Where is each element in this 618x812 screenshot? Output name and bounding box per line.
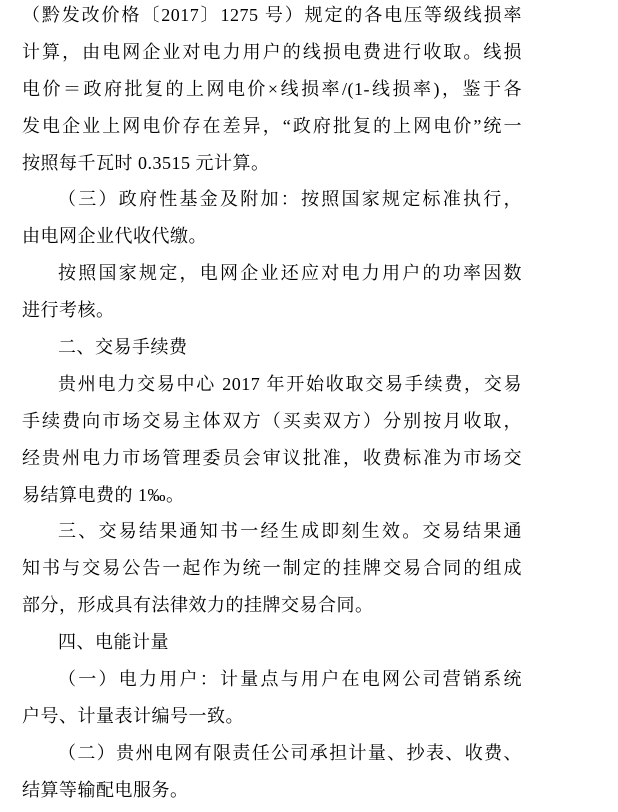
text-line: （三）政府性基金及附加：按照国家规定标准执行， — [58, 189, 522, 210]
text-line: 三、交易结果通知书一经生成即刻生效。交易结果通 — [58, 521, 522, 542]
text-line: 贵州电力交易中心 2017 年开始收取交易手续费，交易 — [58, 373, 522, 394]
text-line: 知书与交易公告一起作为统一制定的挂牌交易合同的组成 — [22, 558, 522, 579]
text-line: 进行考核。 — [22, 300, 115, 321]
text-line: 按照国家规定，电网企业还应对电力用户的功率因数 — [58, 263, 522, 284]
text-line: 经贵州电力市场管理委员会审议批准，收费标准为市场交 — [22, 447, 522, 468]
text-line: 电价＝政府批复的上网电价×线损率/(1-线损率)，鉴于各 — [22, 78, 522, 99]
text-line: 户号、计量表计编号一致。 — [22, 705, 244, 726]
text-line: 由电网企业代收代缴。 — [22, 226, 207, 247]
text-line: 部分，形成具有法律效力的挂牌交易合同。 — [22, 595, 374, 616]
text-line: （二）贵州电网有限责任公司承担计量、抄表、收费、 — [58, 742, 522, 763]
text-line: 按照每千瓦时 0.3515 元计算。 — [22, 152, 270, 173]
text-line: （一）电力用户：计量点与用户在电网公司营销系统 — [58, 669, 522, 690]
text-line: 易结算电费的 1‰。 — [22, 484, 185, 505]
text-line: （黔发改价格〔2017〕1275 号）规定的各电压等级线损率 — [22, 5, 522, 25]
text-line: 二、交易手续费 — [58, 337, 188, 358]
text-line: 结算等输配电服务。 — [22, 779, 189, 800]
text-line: 四、电能计量 — [58, 632, 169, 653]
text-line: 计算，由电网企业对电力用户的线损电费进行收取。线损 — [22, 41, 522, 62]
document-text — [22, 0, 522, 809]
text-line: 手续费向市场交易主体双方（买卖双方）分别按月收取， — [22, 410, 522, 431]
text-line: 发电企业上网电价存在差异，“政府批复的上网电价”统一 — [22, 115, 522, 136]
